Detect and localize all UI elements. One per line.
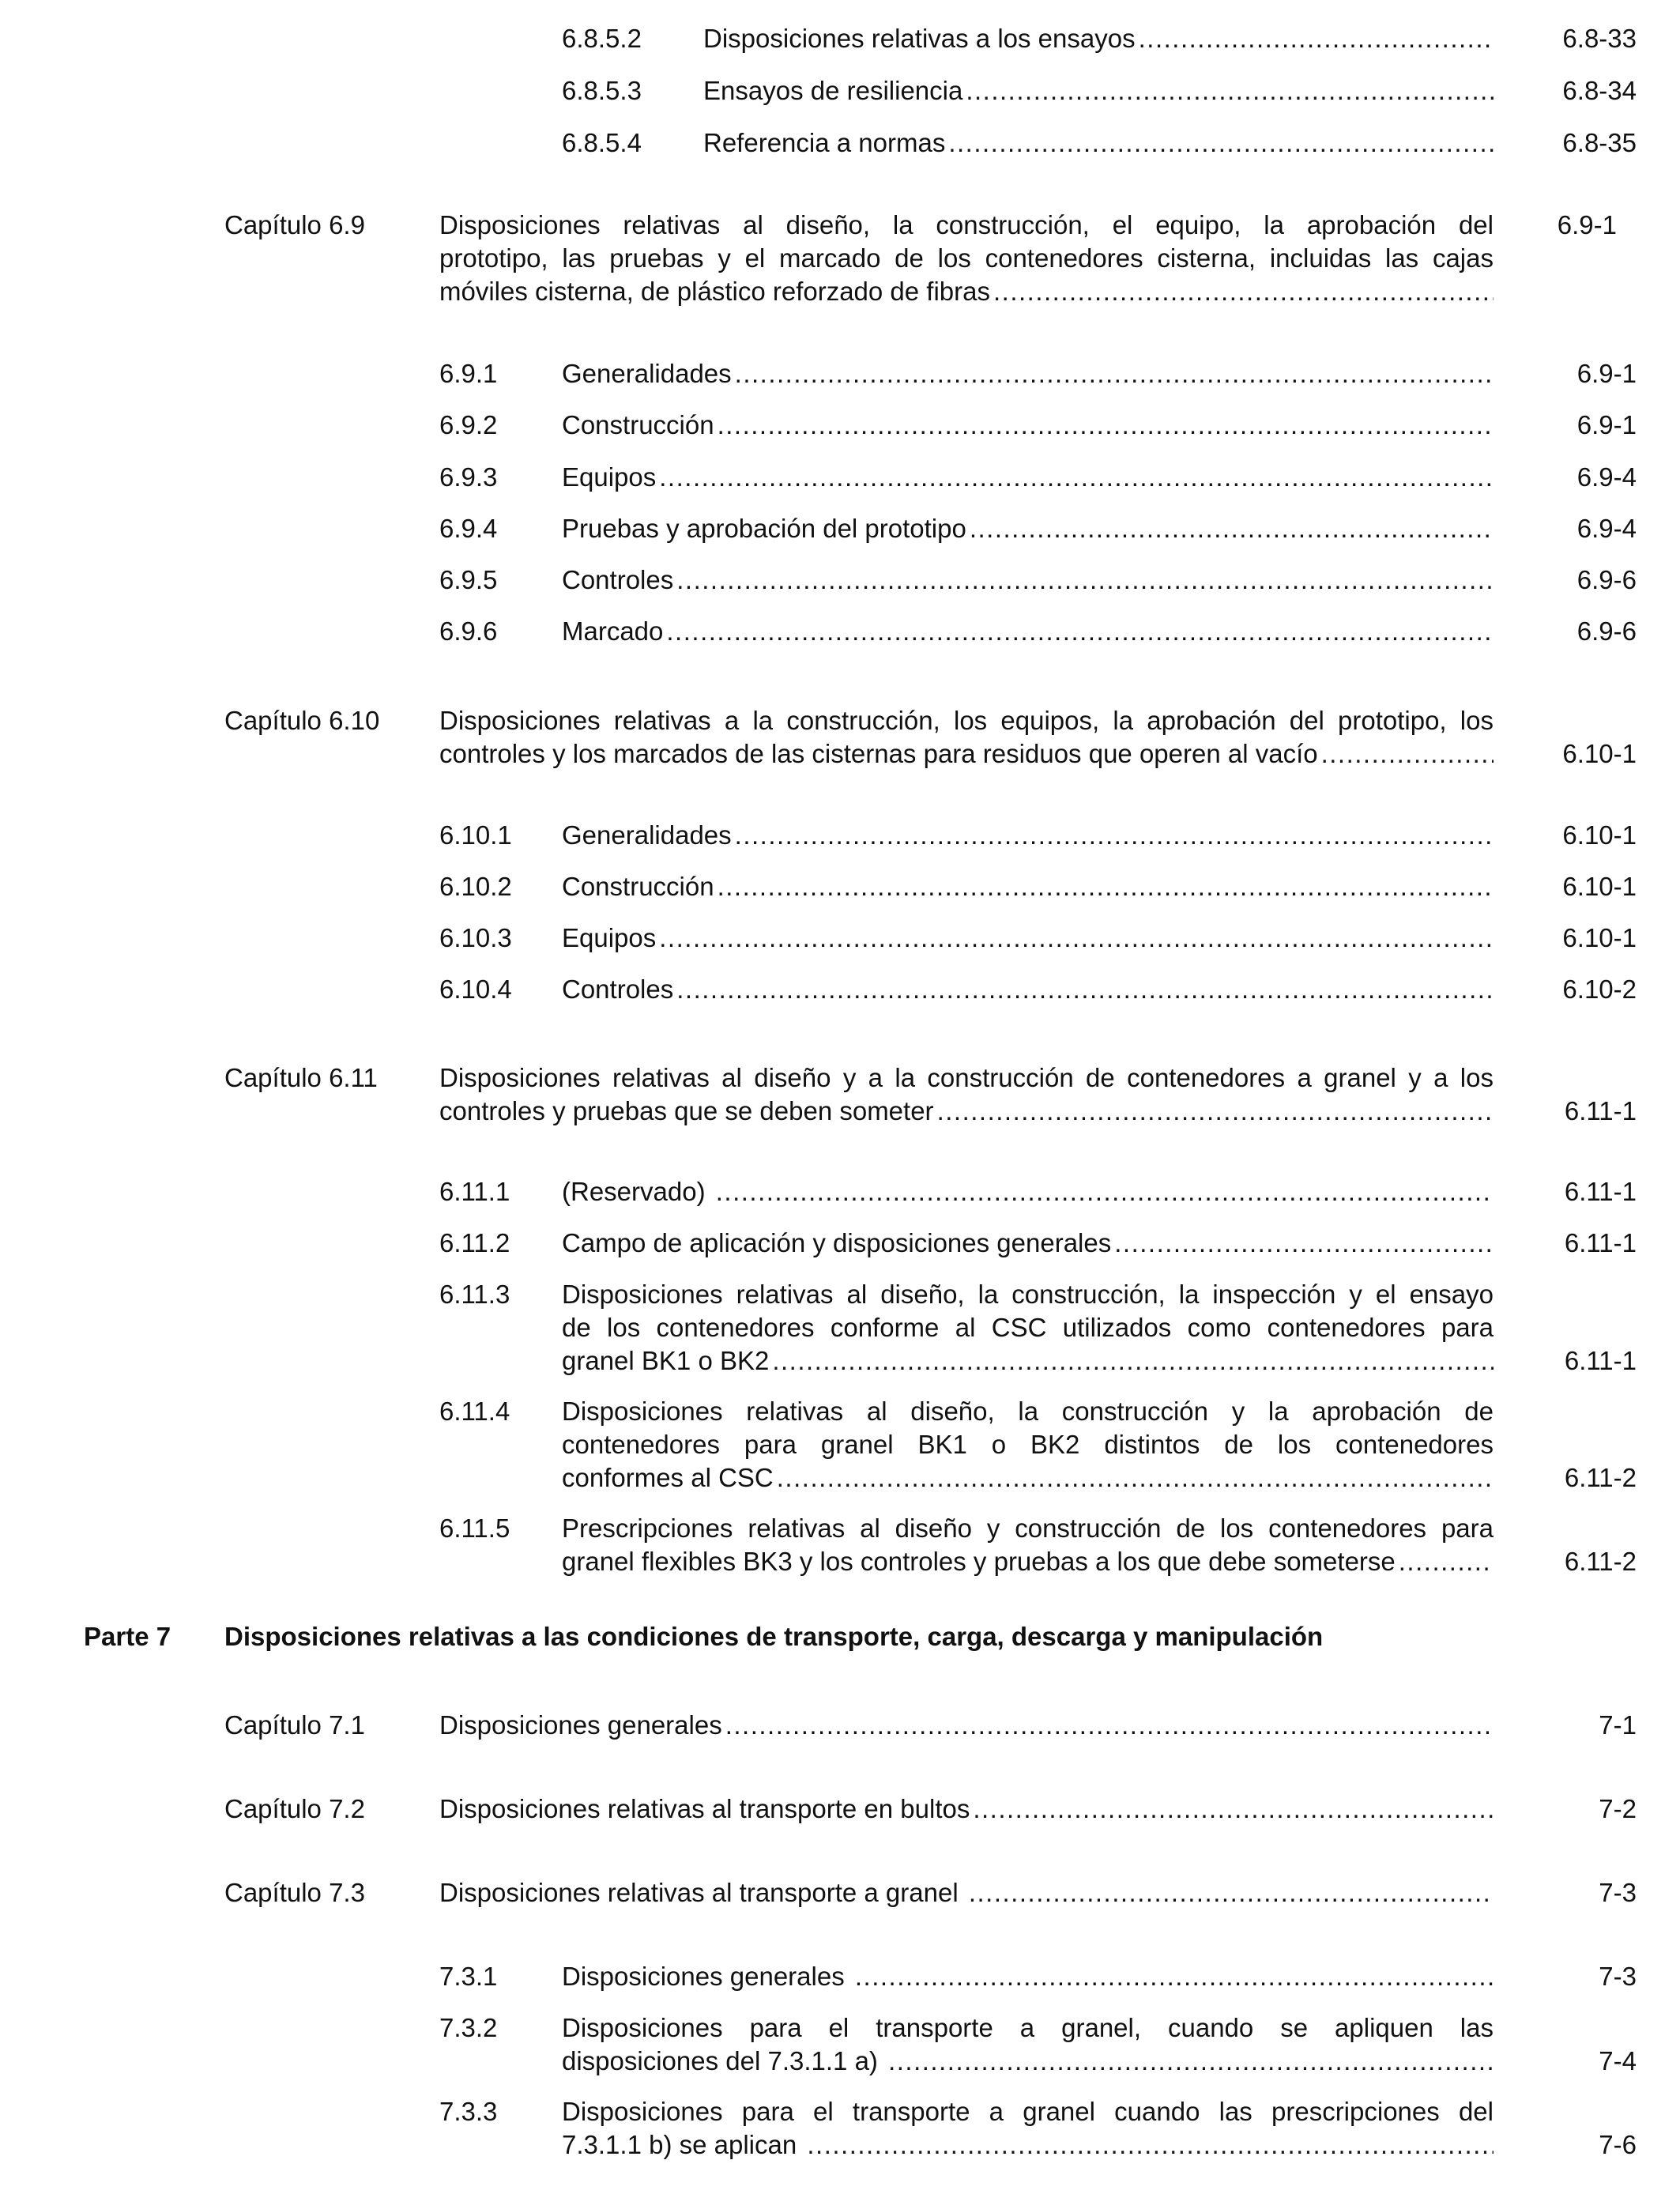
entry-leader-line — [562, 819, 1494, 852]
section-number: 6.9.4 — [439, 514, 498, 543]
entry-leader-line — [562, 1175, 1494, 1208]
page-number[interactable]: 7-3 — [1599, 1878, 1637, 1907]
part-title: Disposiciones relativas a las condiciones de transporte, carga, descarga y manipulación — [224, 1622, 1324, 1651]
toc-entry-text[interactable] — [562, 1227, 1494, 1260]
page-number[interactable]: 6.9-1 — [1576, 410, 1637, 439]
chapter-number: Capítulo 7.1 — [224, 1710, 365, 1740]
entry-leader-line — [562, 2045, 1494, 2078]
entry-title: controles y los marcados de las cisternas para residuos que operen al vacío — [439, 739, 1318, 768]
entry-line: Disposiciones relativas a la construcción, los equipos, la aprobación del prototipo, los — [439, 706, 1494, 735]
entry-leader-line — [562, 1227, 1494, 1260]
page-number[interactable]: 6.10-1 — [1562, 739, 1637, 768]
page-number[interactable]: 7-2 — [1599, 1794, 1637, 1823]
entry-title: Equipos — [562, 923, 657, 952]
dot-leader — [888, 2045, 1494, 2078]
entry-line: Prescripciones relativas al diseño y construcción de los contenedores para — [562, 1514, 1494, 1543]
dot-leader — [718, 870, 1494, 903]
toc-entry-text[interactable] — [562, 1395, 1494, 1495]
entry-leader-line — [439, 737, 1494, 771]
sub-number: 6.8.5.4 — [562, 128, 642, 157]
entry-leader-line — [562, 1344, 1494, 1378]
page-number[interactable]: 7-3 — [1599, 1962, 1637, 1991]
page-number[interactable]: 7-6 — [1599, 2130, 1637, 2159]
dot-leader — [973, 1793, 1494, 1826]
toc-entry-text[interactable] — [562, 2095, 1494, 2162]
toc-entry-text[interactable] — [439, 1709, 1494, 1742]
section-number: 6.10.2 — [439, 872, 512, 901]
section-number: 6.10.1 — [439, 820, 512, 850]
entry-leader-line — [439, 1793, 1494, 1826]
section-number: 6.9.1 — [439, 359, 498, 388]
toc-entry-text[interactable] — [562, 1278, 1494, 1378]
page-number[interactable]: 6.11-1 — [1564, 1346, 1637, 1375]
entry-line: Disposiciones para el transporte a granel cuando las prescripciones del — [562, 2097, 1494, 2126]
entry-title: Equipos — [562, 462, 657, 492]
entry-leader-line — [562, 564, 1494, 597]
page-number[interactable]: 6.10-2 — [1562, 974, 1637, 1004]
page-number[interactable]: 6.10-1 — [1562, 872, 1637, 901]
toc-entry-text[interactable] — [439, 1061, 1494, 1128]
page-number[interactable]: 7-1 — [1599, 1710, 1637, 1740]
entry-leader-line — [562, 870, 1494, 903]
entry-leader-line — [562, 512, 1494, 545]
toc-entry-text[interactable] — [562, 1960, 1494, 1993]
part-number: Parte 7 — [84, 1622, 171, 1651]
chapter-number: Capítulo 6.9 — [224, 210, 365, 239]
toc-entry-text[interactable] — [439, 704, 1494, 771]
toc-entry-text[interactable] — [703, 74, 1494, 107]
toc-entry-text[interactable] — [562, 512, 1494, 545]
dot-leader — [1114, 1227, 1494, 1260]
entry-line: Disposiciones relativas al diseño, la construcción, la inspección y el ensayo — [562, 1280, 1494, 1309]
entry-title: Construcción — [562, 872, 714, 901]
entry-title: Disposiciones generales — [439, 1710, 722, 1740]
chapter-number: Capítulo 7.2 — [224, 1794, 365, 1823]
entry-title: Generalidades — [562, 820, 732, 850]
chapter-number: Capítulo 6.11 — [224, 1063, 378, 1092]
toc-entry-text[interactable] — [562, 564, 1494, 597]
dot-leader — [676, 564, 1494, 597]
page-number[interactable]: 6.9-1 — [1557, 210, 1617, 239]
section-number: 6.10.4 — [439, 974, 512, 1004]
entry-leader-line — [562, 357, 1494, 390]
entry-leader-line — [562, 922, 1494, 955]
entry-title: Disposiciones relativas a los ensayos — [703, 24, 1136, 53]
page-number[interactable]: 6.10-1 — [1562, 820, 1637, 850]
entry-leader-line — [562, 2128, 1494, 2162]
dot-leader — [725, 1709, 1494, 1742]
entry-title: Disposiciones relativas al transporte a granel — [439, 1878, 966, 1907]
dot-leader — [937, 1095, 1494, 1128]
entry-line: Disposiciones relativas al diseño, la construcción, el equipo, la aprobación del — [439, 210, 1494, 239]
entry-line: Disposiciones relativas al diseño y a la construcción de contenedores a granel y a los — [439, 1063, 1494, 1092]
entry-leader-line — [562, 1461, 1494, 1495]
entry-title: Ensayos de resiliencia — [703, 76, 963, 105]
section-number: 6.11.4 — [439, 1397, 510, 1426]
dot-leader — [716, 1175, 1494, 1208]
dot-leader — [966, 74, 1494, 107]
toc-entry-text[interactable] — [562, 615, 1494, 648]
sub-number: 6.8.5.2 — [562, 24, 642, 53]
dot-leader — [993, 275, 1494, 308]
dot-leader — [1321, 737, 1494, 771]
dot-leader — [676, 973, 1494, 1006]
entry-title: granel flexibles BK3 y los controles y pruebas a los que debe someterse — [562, 1547, 1396, 1576]
page-number[interactable]: 6.11-1 — [1564, 1096, 1637, 1125]
section-number: 7.3.1 — [439, 1962, 498, 1991]
entry-line: contenedores para granel BK1 o BK2 distintos de los contenedores — [562, 1430, 1494, 1459]
entry-title: Controles — [562, 565, 674, 594]
entry-leader-line — [562, 409, 1494, 442]
entry-leader-line — [562, 461, 1494, 494]
dot-leader — [735, 819, 1494, 852]
dot-leader — [1139, 22, 1494, 55]
sub-number: 6.8.5.3 — [562, 76, 642, 105]
entry-title: controles y pruebas que se deben someter — [439, 1096, 934, 1125]
dot-leader — [1399, 1545, 1494, 1578]
page-number[interactable]: 6.11-1 — [1564, 1228, 1637, 1257]
dot-leader — [659, 922, 1494, 955]
entry-title: (Reservado) — [562, 1177, 713, 1206]
toc-entry-text[interactable] — [562, 870, 1494, 903]
toc-entry-text[interactable] — [439, 209, 1494, 308]
page-number[interactable]: 6.9-1 — [1576, 359, 1637, 388]
section-number: 6.11.5 — [439, 1514, 510, 1543]
section-number: 7.3.3 — [439, 2097, 498, 2126]
entry-line: Disposiciones relativas al diseño, la construcción y la aprobación de — [562, 1397, 1494, 1426]
entry-leader-line — [439, 1709, 1494, 1742]
dot-leader — [969, 1876, 1494, 1909]
section-number: 6.9.6 — [439, 616, 498, 646]
toc-entry-text[interactable] — [439, 1876, 1494, 1909]
chapter-number: Capítulo 6.10 — [224, 706, 380, 735]
entry-title: Marcado — [562, 616, 664, 646]
toc-entry-text[interactable] — [562, 2011, 1494, 2078]
section-number: 6.10.3 — [439, 923, 512, 952]
entry-leader-line — [562, 1545, 1494, 1578]
page-number[interactable]: 6.8-35 — [1562, 128, 1637, 157]
entry-title: Disposiciones generales — [562, 1962, 852, 1991]
page-number[interactable]: 6.11-2 — [1564, 1547, 1637, 1576]
entry-leader-line — [562, 1960, 1494, 1993]
entry-title: Campo de aplicación y disposiciones generales — [562, 1228, 1112, 1257]
dot-leader — [970, 512, 1494, 545]
chapter-number: Capítulo 7.3 — [224, 1878, 365, 1907]
toc-entry-text[interactable] — [703, 126, 1494, 160]
dot-leader — [807, 2128, 1494, 2162]
entry-leader-line — [439, 275, 1494, 308]
entry-title: Construcción — [562, 410, 714, 439]
toc-entry-text[interactable] — [703, 22, 1494, 55]
page-number[interactable]: 6.10-1 — [1562, 923, 1637, 952]
entry-title: 7.3.1.1 b) se aplican — [562, 2130, 804, 2159]
entry-leader-line — [703, 126, 1494, 160]
page-number[interactable]: 6.9-4 — [1576, 462, 1637, 492]
entry-title: móviles cisterna, de plástico reforzado de fibras — [439, 277, 990, 306]
entry-title: Controles — [562, 974, 674, 1004]
dot-leader — [659, 461, 1494, 494]
toc-entry-text[interactable] — [562, 973, 1494, 1006]
entry-title: Referencia a normas — [703, 128, 946, 157]
toc-entry-text[interactable] — [562, 819, 1494, 852]
section-number: 6.11.3 — [439, 1280, 510, 1309]
dot-leader — [948, 126, 1494, 160]
page-number[interactable]: 7-4 — [1599, 2046, 1637, 2075]
entry-leader-line — [562, 973, 1494, 1006]
toc-entry-text[interactable] — [562, 1175, 1494, 1208]
entry-title: granel BK1 o BK2 — [562, 1346, 770, 1375]
page-number[interactable]: 6.11-1 — [1564, 1177, 1637, 1206]
section-number: 6.9.2 — [439, 410, 498, 439]
entry-line: Disposiciones para el transporte a granel, cuando se apliquen las — [562, 2013, 1494, 2042]
entry-title: disposiciones del 7.3.1.1 a) — [562, 2046, 886, 2075]
entry-title: conformes al CSC — [562, 1463, 774, 1492]
entry-title: Disposiciones relativas al transporte en bultos — [439, 1794, 970, 1823]
page-number[interactable]: 6.9-6 — [1576, 616, 1637, 646]
entry-leader-line — [562, 615, 1494, 648]
section-number: 7.3.2 — [439, 2013, 498, 2042]
dot-leader — [666, 615, 1494, 648]
section-number: 6.9.5 — [439, 565, 498, 594]
entry-leader-line — [703, 74, 1494, 107]
toc-entry-text[interactable] — [562, 922, 1494, 955]
entry-leader-line — [703, 22, 1494, 55]
toc-entry-text[interactable] — [562, 461, 1494, 494]
toc-entry-text[interactable] — [562, 1512, 1494, 1578]
page-number[interactable]: 6.11-2 — [1564, 1463, 1637, 1492]
entry-leader-line — [439, 1095, 1494, 1128]
section-number: 6.11.1 — [439, 1177, 510, 1206]
toc-entry-text[interactable] — [439, 1793, 1494, 1826]
dot-leader — [772, 1344, 1494, 1378]
page-number[interactable]: 6.9-4 — [1576, 514, 1637, 543]
page-number[interactable]: 6.9-6 — [1576, 565, 1637, 594]
entry-leader-line — [439, 1876, 1494, 1909]
toc-entry-text[interactable] — [562, 357, 1494, 390]
dot-leader — [735, 357, 1494, 390]
section-number: 6.9.3 — [439, 462, 498, 492]
entry-line: prototipo, las pruebas y el marcado de los contenedores cisterna, incluidas las cajas — [439, 243, 1494, 273]
dot-leader — [718, 409, 1494, 442]
dot-leader — [855, 1960, 1494, 1993]
entry-line: de los contenedores conforme al CSC utilizados como contenedores para — [562, 1313, 1494, 1342]
page-number[interactable]: 6.8-33 — [1562, 24, 1637, 53]
page-number[interactable]: 6.8-34 — [1562, 76, 1637, 105]
entry-title: Pruebas y aprobación del prototipo — [562, 514, 966, 543]
section-number: 6.11.2 — [439, 1228, 510, 1257]
entry-title: Generalidades — [562, 359, 732, 388]
toc-entry-text[interactable] — [562, 409, 1494, 442]
dot-leader — [777, 1461, 1494, 1495]
